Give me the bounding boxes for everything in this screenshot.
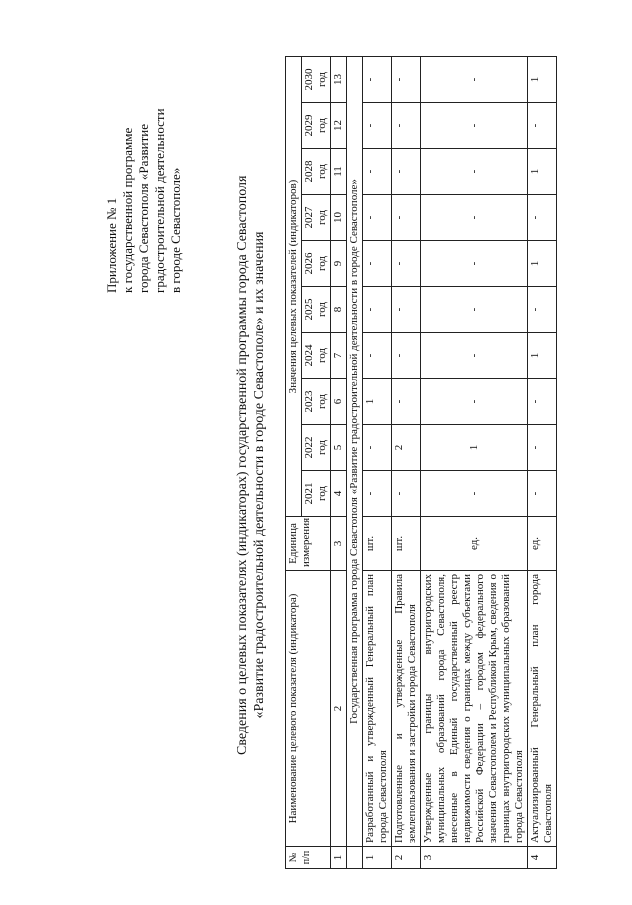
program-title: Государственная программа города Севастополя «Развитие градостроительной деятельности в городе Севастополе» xyxy=(347,57,363,847)
header-values-group: Значения целевых показателей (индикаторов) xyxy=(286,57,302,517)
row-value: - xyxy=(528,425,557,471)
header-year: 2028 год xyxy=(302,149,331,195)
row-value: - xyxy=(421,103,528,149)
appendix-line: градостроительной деятельности xyxy=(152,108,167,293)
row-value: - xyxy=(363,57,392,103)
header-name: Наименование целевого показателя (индикатора) xyxy=(286,571,331,847)
row-value: - xyxy=(363,241,392,287)
row-name: Подготовленные и утвержденные Правила землепользования и застройки города Севастополя xyxy=(392,571,421,847)
row-value: - xyxy=(421,241,528,287)
row-value: 1 xyxy=(528,149,557,195)
header-year: 2023 год xyxy=(302,379,331,425)
row-num: 4 xyxy=(528,847,557,869)
row-num: 1 xyxy=(363,847,392,869)
col-number: 4 xyxy=(331,471,347,517)
row-unit: ед. xyxy=(421,517,528,571)
row-value: - xyxy=(392,287,421,333)
row-unit: шт. xyxy=(392,517,421,571)
row-value: - xyxy=(421,57,528,103)
row-value: - xyxy=(363,425,392,471)
row-num: 2 xyxy=(392,847,421,869)
header-row xyxy=(286,57,302,869)
col-number: 10 xyxy=(331,195,347,241)
header-year: 2030 год xyxy=(302,57,331,103)
row-value: - xyxy=(363,471,392,517)
header-num: № п/п xyxy=(286,847,331,869)
title-line-1: Сведения о целевых показателях (индикаторах) государственной программы города Севастополя xyxy=(235,175,250,755)
row-value: - xyxy=(392,149,421,195)
header-year: 2021 год xyxy=(302,471,331,517)
row-value: - xyxy=(392,103,421,149)
table-row xyxy=(363,57,392,869)
row-value: - xyxy=(392,195,421,241)
header-year: 2022 год xyxy=(302,425,331,471)
row-value: 1 xyxy=(528,57,557,103)
row-value: - xyxy=(363,287,392,333)
row-value: - xyxy=(363,333,392,379)
row-value: - xyxy=(528,195,557,241)
row-value: - xyxy=(421,379,528,425)
row-value: - xyxy=(392,241,421,287)
row-value: - xyxy=(421,333,528,379)
col-number: 11 xyxy=(331,149,347,195)
row-value: 1 xyxy=(363,379,392,425)
row-value: 1 xyxy=(528,333,557,379)
appendix-line: Приложение № 1 xyxy=(104,197,119,293)
row-value: - xyxy=(392,471,421,517)
row-num: 3 xyxy=(421,847,528,869)
row-value: - xyxy=(392,379,421,425)
col-number: 6 xyxy=(331,379,347,425)
col-number: 1 xyxy=(331,847,347,869)
col-number: 5 xyxy=(331,425,347,471)
title-line-2: «Развитие градостроительной деятельности в городе Севастополе» и их значения xyxy=(252,231,267,719)
row-value: 2 xyxy=(392,425,421,471)
program-row-blank xyxy=(347,847,363,869)
row-unit: ед. xyxy=(528,517,557,571)
row-value: - xyxy=(363,195,392,241)
col-number: 8 xyxy=(331,287,347,333)
row-value: - xyxy=(528,287,557,333)
row-value: 1 xyxy=(528,241,557,287)
col-number: 12 xyxy=(331,103,347,149)
table-row xyxy=(421,57,528,869)
document-title xyxy=(234,175,268,755)
row-value: 1 xyxy=(421,425,528,471)
appendix-note xyxy=(104,53,184,293)
row-value: - xyxy=(421,471,528,517)
row-unit: шт. xyxy=(363,517,392,571)
row-value: - xyxy=(528,379,557,425)
header-year: 2024 год xyxy=(302,333,331,379)
row-value: - xyxy=(421,149,528,195)
col-number: 9 xyxy=(331,241,347,287)
indicators-table xyxy=(285,56,557,869)
appendix-line: к государственной программе xyxy=(120,127,135,293)
header-year: 2029 год xyxy=(302,103,331,149)
col-number: 7 xyxy=(331,333,347,379)
table-row xyxy=(528,57,557,869)
row-value: - xyxy=(528,103,557,149)
header-unit: Единица измерения xyxy=(286,517,331,571)
header-year: 2026 год xyxy=(302,241,331,287)
row-name: Утвержденные границы внутригородских муниципальных образований города Севастополя, внесенные в Единый государственный реестр недвижимости сведения о границах между субъектами Российской Федерации – городом федерального значения Севастополем и Республикой Крым, сведения о границах внутригородских муниципальных образований города Севастополя xyxy=(421,571,528,847)
row-value: - xyxy=(363,103,392,149)
table-row xyxy=(392,57,421,869)
row-name: Актуализированный Генеральный план города Севастополя xyxy=(528,571,557,847)
col-number: 3 xyxy=(331,517,347,571)
program-row xyxy=(347,57,363,869)
header-year: 2025 год xyxy=(302,287,331,333)
row-value: - xyxy=(363,149,392,195)
row-value: - xyxy=(528,471,557,517)
row-value: - xyxy=(421,287,528,333)
appendix-line: города Севастополя «Развитие xyxy=(136,123,151,293)
col-number: 13 xyxy=(331,57,347,103)
row-value: - xyxy=(392,333,421,379)
appendix-line: в городе Севастополе» xyxy=(168,167,183,293)
column-numbers-row xyxy=(331,57,347,869)
row-name: Разработанный и утвержденный Генеральный план города Севастополя xyxy=(363,571,392,847)
row-value: - xyxy=(392,57,421,103)
col-number: 2 xyxy=(331,571,347,847)
header-year: 2027 год xyxy=(302,195,331,241)
row-value: - xyxy=(421,195,528,241)
